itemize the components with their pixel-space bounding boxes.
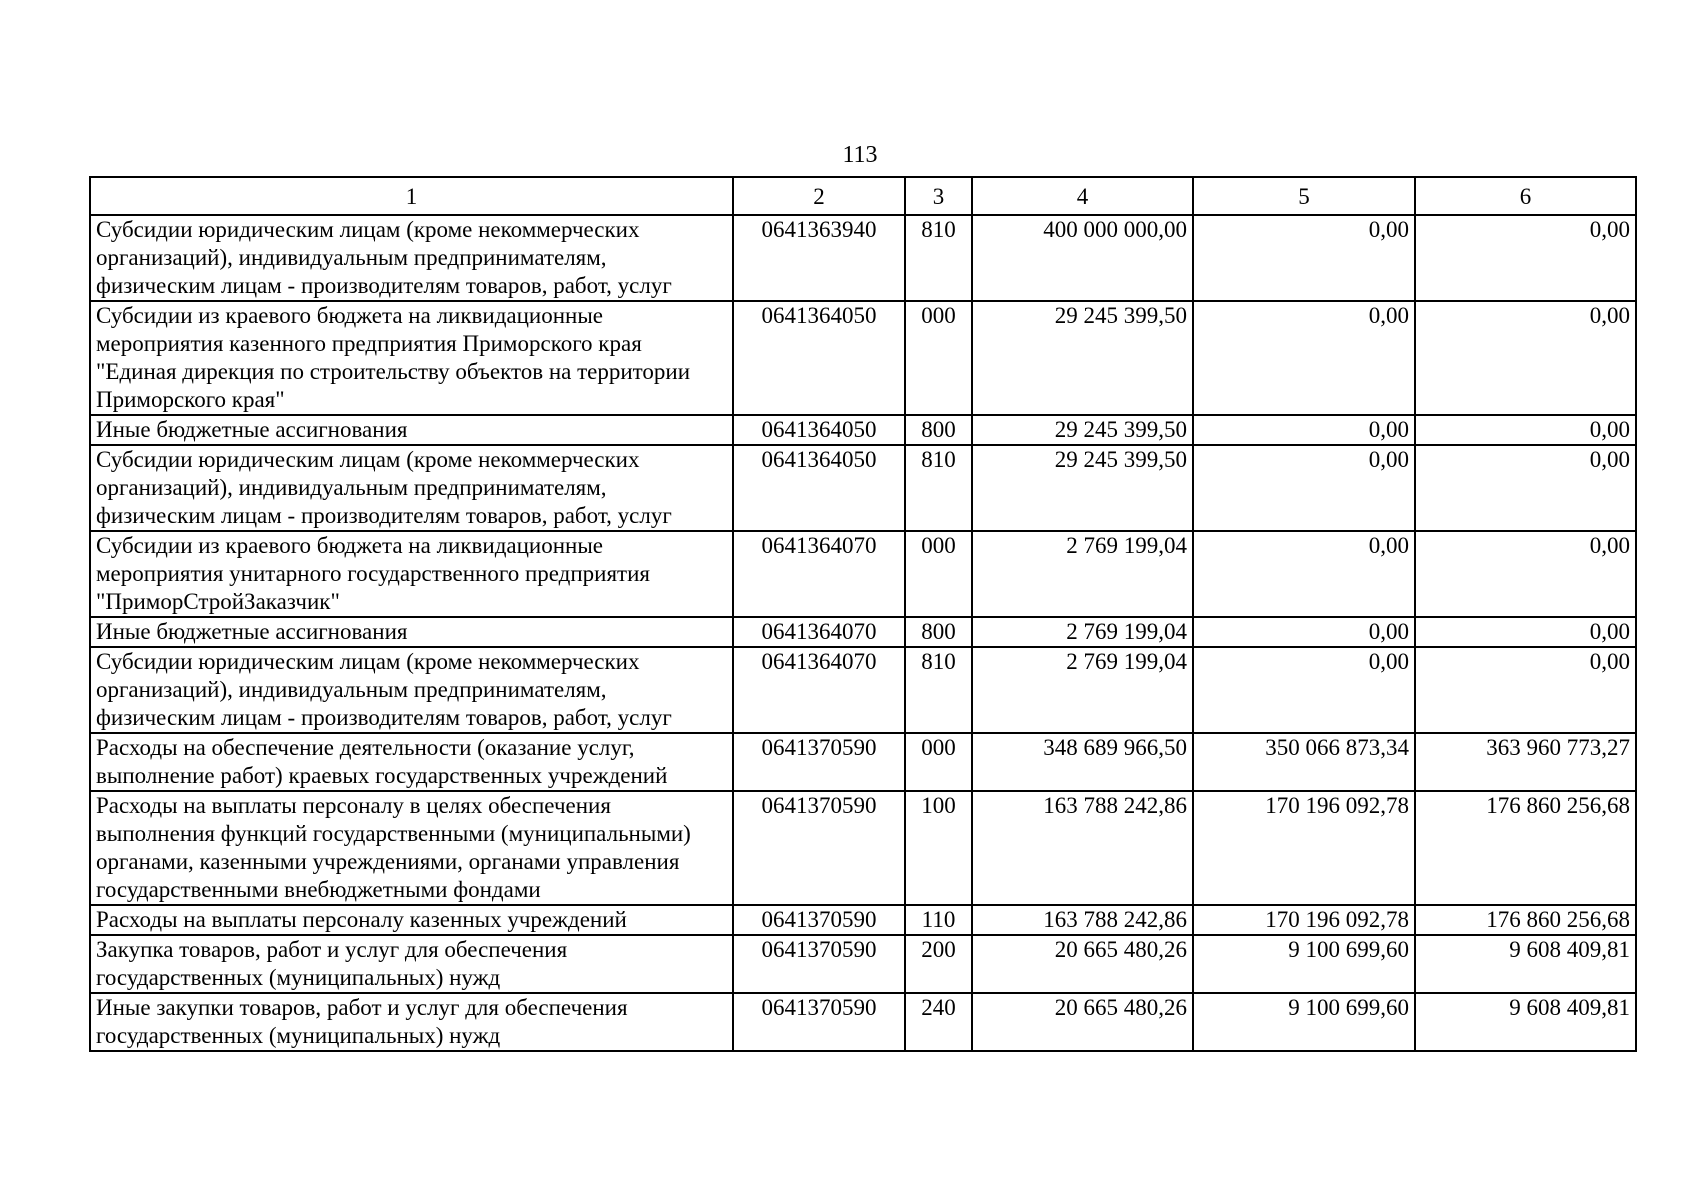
row-amount-year-2: 0,00 [1193,445,1415,531]
row-amount-year-2: 9 100 699,60 [1193,993,1415,1051]
row-expense-type: 240 [905,993,972,1051]
column-header-name: 1 [90,177,733,215]
table-row [90,905,1636,935]
row-name: Расходы на обеспечение деятельности (оказание услуг, выполнение работ) краевых государственных учреждений [90,733,733,791]
row-name: Субсидии из краевого бюджета на ликвидационные мероприятия казенного предприятия Приморского края "Единая дирекция по строительству объектов на территории Приморского края" [90,301,733,415]
row-code: 0641370590 [733,935,905,993]
table-header [90,177,1636,215]
table-row [90,647,1636,733]
row-code: 0641364070 [733,647,905,733]
row-expense-type: 810 [905,215,972,301]
row-amount-year-1: 20 665 480,26 [972,935,1193,993]
row-amount-year-1: 163 788 242,86 [972,791,1193,905]
row-expense-type: 100 [905,791,972,905]
row-name: Расходы на выплаты персоналу в целях обеспечения выполнения функций государственными (муниципальными) органами, казенными учреждениями, органами управления государственными внебюджетными фондами [90,791,733,905]
row-amount-year-3: 176 860 256,68 [1415,905,1636,935]
row-amount-year-3: 0,00 [1415,415,1636,445]
page-number: 113 [842,142,878,168]
row-amount-year-3: 9 608 409,81 [1415,935,1636,993]
row-amount-year-2: 0,00 [1193,647,1415,733]
row-amount-year-3: 9 608 409,81 [1415,993,1636,1051]
row-name: Субсидии из краевого бюджета на ликвидационные мероприятия унитарного государственного предприятия "ПриморСтройЗаказчик" [90,531,733,617]
row-expense-type: 200 [905,935,972,993]
row-name: Иные бюджетные ассигнования [90,617,733,647]
row-amount-year-3: 0,00 [1415,301,1636,415]
row-code: 0641364050 [733,415,905,445]
row-code: 0641370590 [733,733,905,791]
row-amount-year-3: 176 860 256,68 [1415,791,1636,905]
row-code: 0641370590 [733,791,905,905]
row-code: 0641364070 [733,617,905,647]
table-row [90,301,1636,415]
table-row [90,617,1636,647]
row-amount-year-3: 363 960 773,27 [1415,733,1636,791]
table-row [90,733,1636,791]
header-row [90,177,1636,215]
row-amount-year-3: 0,00 [1415,647,1636,733]
row-name: Иные бюджетные ассигнования [90,415,733,445]
row-name: Иные закупки товаров, работ и услуг для обеспечения государственных (муниципальных) нужд [90,993,733,1051]
row-name: Закупка товаров, работ и услуг для обеспечения государственных (муниципальных) нужд [90,935,733,993]
row-amount-year-1: 348 689 966,50 [972,733,1193,791]
row-amount-year-3: 0,00 [1415,617,1636,647]
row-amount-year-2: 0,00 [1193,215,1415,301]
row-amount-year-3: 0,00 [1415,445,1636,531]
row-amount-year-2: 0,00 [1193,301,1415,415]
row-amount-year-1: 20 665 480,26 [972,993,1193,1051]
table-row [90,531,1636,617]
row-amount-year-3: 0,00 [1415,215,1636,301]
row-code: 0641370590 [733,905,905,935]
column-header-year-1: 4 [972,177,1193,215]
row-amount-year-2: 170 196 092,78 [1193,791,1415,905]
table-row [90,445,1636,531]
table-body [90,215,1636,1051]
column-header-year-3: 6 [1415,177,1636,215]
row-expense-type: 110 [905,905,972,935]
table-row [90,935,1636,993]
row-amount-year-2: 0,00 [1193,415,1415,445]
row-expense-type: 000 [905,301,972,415]
row-amount-year-1: 29 245 399,50 [972,415,1193,445]
row-code: 0641364050 [733,445,905,531]
row-amount-year-1: 2 769 199,04 [972,531,1193,617]
row-amount-year-2: 0,00 [1193,617,1415,647]
row-amount-year-2: 350 066 873,34 [1193,733,1415,791]
column-header-expense-type: 3 [905,177,972,215]
row-amount-year-1: 163 788 242,86 [972,905,1193,935]
row-amount-year-3: 0,00 [1415,531,1636,617]
row-name: Субсидии юридическим лицам (кроме некоммерческих организаций), индивидуальным предпринимателям, физическим лицам - производителям товаров, работ, услуг [90,647,733,733]
table-row [90,791,1636,905]
row-amount-year-2: 0,00 [1193,531,1415,617]
row-expense-type: 000 [905,733,972,791]
row-expense-type: 800 [905,415,972,445]
table-row [90,215,1636,301]
table-row [90,993,1636,1051]
row-amount-year-1: 400 000 000,00 [972,215,1193,301]
row-amount-year-2: 170 196 092,78 [1193,905,1415,935]
row-expense-type: 810 [905,445,972,531]
row-expense-type: 810 [905,647,972,733]
budget-table [89,176,1637,1052]
row-code: 0641364070 [733,531,905,617]
row-amount-year-2: 9 100 699,60 [1193,935,1415,993]
row-name: Субсидии юридическим лицам (кроме некоммерческих организаций), индивидуальным предпринимателям, физическим лицам - производителям товаров, работ, услуг [90,445,733,531]
column-header-year-2: 5 [1193,177,1415,215]
row-amount-year-1: 2 769 199,04 [972,617,1193,647]
row-code: 0641370590 [733,993,905,1051]
row-name: Субсидии юридическим лицам (кроме некоммерческих организаций), индивидуальным предпринимателям, физическим лицам - производителям товаров, работ, услуг [90,215,733,301]
row-name: Расходы на выплаты персоналу казенных учреждений [90,905,733,935]
row-amount-year-1: 29 245 399,50 [972,445,1193,531]
table-row [90,415,1636,445]
row-amount-year-1: 29 245 399,50 [972,301,1193,415]
row-code: 0641364050 [733,301,905,415]
row-expense-type: 800 [905,617,972,647]
column-header-code: 2 [733,177,905,215]
row-code: 0641363940 [733,215,905,301]
row-expense-type: 000 [905,531,972,617]
row-amount-year-1: 2 769 199,04 [972,647,1193,733]
